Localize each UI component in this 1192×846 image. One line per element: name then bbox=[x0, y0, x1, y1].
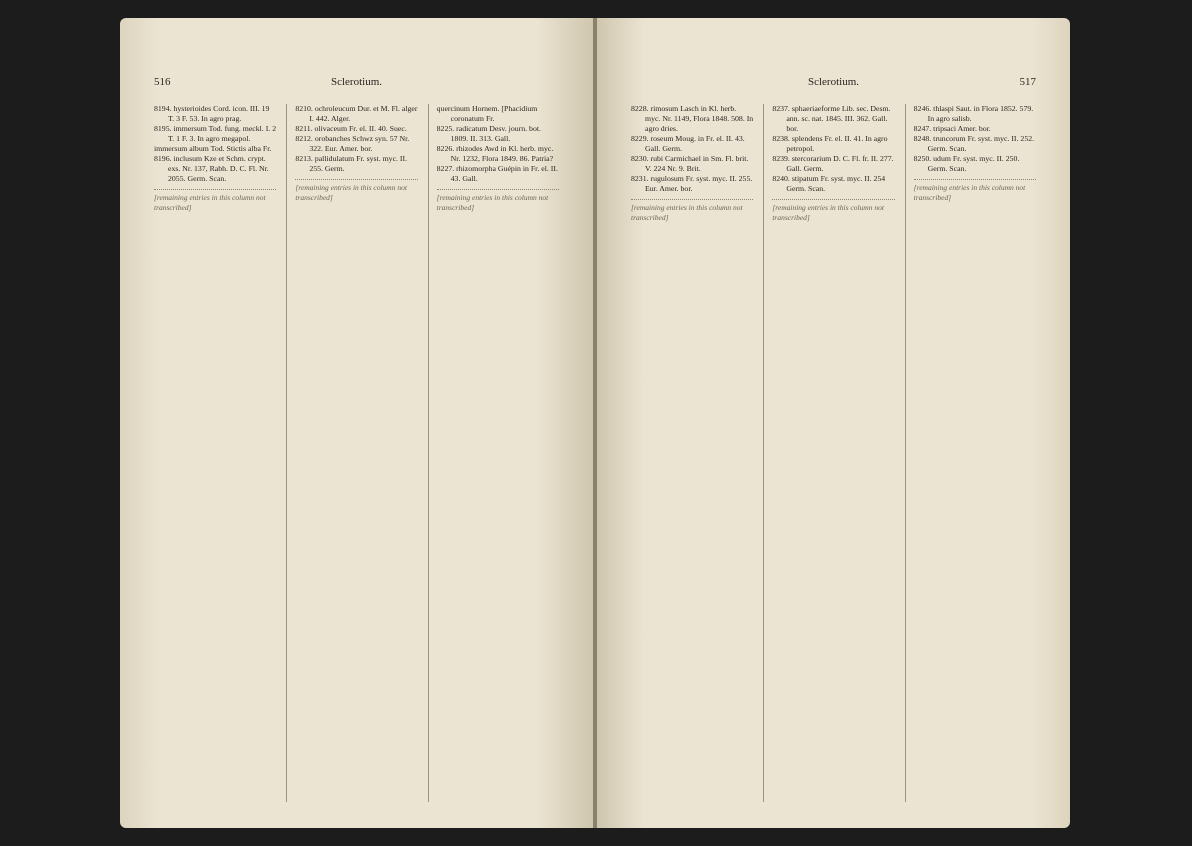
left-running-head bbox=[154, 76, 559, 92]
catalogue-entry: 8194. hysterioides Cord. icon. III. 19 T. 3 F. 53. In agro prag. bbox=[154, 104, 270, 123]
right-column-1 bbox=[631, 104, 753, 802]
right-columns bbox=[631, 104, 1036, 802]
catalogue-entry: 8230. rubi Carmichael in Sm. Fl. brit. V. 224 Nr. 9. Brit. bbox=[631, 154, 749, 173]
truncation-note: [remaining entries in this column not transcribed] bbox=[154, 189, 276, 213]
right-running-title: Sclerotium. bbox=[807, 76, 860, 88]
catalogue-entry: 8246. thlaspi Saut. in Flora 1852. 579. In agro salisb. bbox=[913, 104, 1034, 123]
catalogue-entry: 8237. sphaeriaeforme Lib. sec. Desm. ann. sc. nat. 1845. III. 362. Gall. bor. bbox=[772, 104, 891, 133]
catalogue-entry: 8210. ochroleucum Dur. et M. Fl. alger I. 442. Alger. bbox=[295, 104, 418, 123]
catalogue-entry: 8248. truncorum Fr. syst. myc. II. 252. Germ. Scan. bbox=[913, 134, 1035, 153]
left-column-3 bbox=[428, 104, 559, 802]
catalogue-entry: 8211. olivaceum Fr. el. II. 40. Suec. bbox=[295, 124, 407, 133]
right-page-number: 517 bbox=[1019, 76, 1036, 88]
left-column-1 bbox=[154, 104, 276, 802]
catalogue-entry: 8238. splendens Fr. el. II. 41. In agro petropol. bbox=[772, 134, 888, 153]
right-page bbox=[597, 18, 1070, 828]
catalogue-entry: 8226. rhizodes Awd in Kl. herb. myc. Nr. 1232, Flora 1849. 86. Patria? bbox=[436, 144, 554, 163]
right-column-3 bbox=[905, 104, 1036, 802]
right-running-head bbox=[631, 76, 1036, 92]
catalogue-entry: 8196. inclusum Kze et Schm. crypt. exs. Nr. 137, Rabh. D. C. Fl. Nr. 2055. Germ. Scan. bbox=[154, 154, 269, 183]
open-book bbox=[120, 18, 1070, 828]
left-page bbox=[120, 18, 593, 828]
catalogue-entry: 8225. radicatum Desv. journ. bot. 1809. II. 313. Gall. bbox=[436, 124, 541, 143]
catalogue-entry: 8239. stercorarium D. C. Fl. fr. II. 277. Gall. Germ. bbox=[772, 154, 894, 173]
catalogue-entry: 8229. roseum Moug. in Fr. el. II. 43. Gall. Germ. bbox=[631, 134, 745, 153]
catalogue-entry: 8228. rimosum Lasch in Kl. herb. myc. Nr. 1149, Flora 1848. 508. In agro dries. bbox=[631, 104, 754, 133]
catalogue-entry: 8247. tripsaci Amer. bor. bbox=[913, 124, 991, 133]
left-column-2 bbox=[286, 104, 417, 802]
catalogue-entry: 8195. immersum Tod. fung. meckl. I. 2 T. 1 F. 3. In agro megapol. bbox=[154, 124, 277, 143]
left-page-number: 516 bbox=[154, 76, 171, 88]
truncation-note: [remaining entries in this column not transcribed] bbox=[772, 199, 894, 223]
right-column-2 bbox=[763, 104, 894, 802]
left-running-title: Sclerotium. bbox=[330, 76, 383, 88]
truncation-note: [remaining entries in this column not transcribed] bbox=[914, 179, 1036, 203]
truncation-note: [remaining entries in this column not transcribed] bbox=[631, 199, 753, 223]
truncation-note: [remaining entries in this column not transcribed] bbox=[295, 179, 417, 203]
catalogue-entry: 8231. rugulosum Fr. syst. myc. II. 255. Eur. Amer. bor. bbox=[631, 174, 753, 193]
catalogue-entry: 8227. rhizomorpha Guépin in Fr. el. II. 43. Gall. bbox=[436, 164, 558, 183]
left-columns bbox=[154, 104, 559, 802]
catalogue-entry: 8213. pallidulatum Fr. syst. myc. II. 255. Germ. bbox=[295, 154, 408, 173]
catalogue-entry: 8250. udum Fr. syst. myc. II. 250. Germ. Scan. bbox=[913, 154, 1020, 173]
catalogue-entry: 8212. orobanches Schwz syn. 57 Nr. 322. Eur. Amer. bor. bbox=[295, 134, 410, 153]
truncation-note: [remaining entries in this column not transcribed] bbox=[437, 189, 559, 213]
catalogue-entry: 8240. stipatum Fr. syst. myc. II. 254 Germ. Scan. bbox=[772, 174, 886, 193]
catalogue-entry: immersum album Tod. Stictis alba Fr. bbox=[154, 144, 272, 153]
catalogue-entry: quercinum Hornem. [Phacidium coronatum Fr. bbox=[436, 104, 538, 123]
